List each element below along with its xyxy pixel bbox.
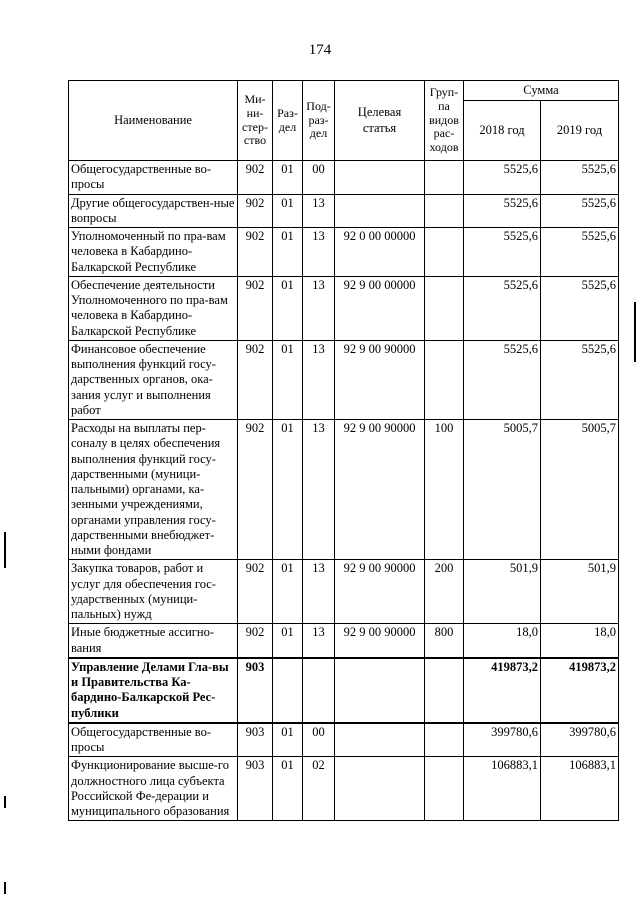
cell-sum-2018: 419873,2	[464, 658, 541, 723]
cell-section: 01	[273, 340, 303, 419]
cell-name: Финансовое обеспечение выполнения функций госу-дарственных органов, ока-зания услуг и выполнения работ	[69, 340, 238, 419]
cell-section: 01	[273, 624, 303, 658]
cell-sum-2019: 5525,6	[541, 161, 619, 195]
cell-sum-2019: 18,0	[541, 624, 619, 658]
cell-sum-2018: 5525,6	[464, 340, 541, 419]
cell-ministry: 902	[238, 194, 273, 228]
cell-subsection: 13	[303, 194, 335, 228]
cell-sum-2018: 5005,7	[464, 420, 541, 560]
cell-target	[335, 161, 425, 195]
cell-name: Иные бюджетные ассигно-вания	[69, 624, 238, 658]
table-row	[69, 624, 619, 658]
cell-name: Общегосударственные во-просы	[69, 161, 238, 195]
cell-ministry: 903	[238, 723, 273, 757]
page-number: 174	[308, 42, 332, 58]
cell-group: 200	[425, 560, 464, 624]
cell-subsection: 00	[303, 161, 335, 195]
table-row	[69, 420, 619, 560]
cell-subsection: 02	[303, 757, 335, 821]
header-sum: Сумма	[464, 81, 619, 101]
cell-name: Управление Делами Гла-вы и Правительства Ка-бардино-Балкарской Рес-публики	[69, 658, 238, 723]
cell-sum-2019: 5525,6	[541, 228, 619, 277]
cell-sum-2019: 501,9	[541, 560, 619, 624]
cell-section: 01	[273, 757, 303, 821]
header-target: Целевая статья	[335, 81, 425, 161]
table-row	[69, 560, 619, 624]
header-group: Груп- па видов рас- ходов	[425, 81, 464, 161]
cell-target	[335, 658, 425, 723]
table-row	[69, 757, 619, 821]
cell-sum-2019: 5525,6	[541, 276, 619, 340]
cell-subsection: 13	[303, 340, 335, 419]
cell-group	[425, 161, 464, 195]
table-row	[69, 723, 619, 757]
cell-sum-2019: 419873,2	[541, 658, 619, 723]
header-ministry: Ми- ни- стер- ство	[238, 81, 273, 161]
cell-target	[335, 723, 425, 757]
cell-ministry: 903	[238, 658, 273, 723]
cell-group	[425, 228, 464, 277]
cell-sum-2019: 5525,6	[541, 340, 619, 419]
cell-sum-2019: 106883,1	[541, 757, 619, 821]
table-row	[69, 161, 619, 195]
cell-sum-2018: 106883,1	[464, 757, 541, 821]
cell-section: 01	[273, 276, 303, 340]
cell-group: 800	[425, 624, 464, 658]
cell-section: 01	[273, 560, 303, 624]
table-row	[69, 276, 619, 340]
cell-target: 92 9 00 00000	[335, 276, 425, 340]
cell-ministry: 902	[238, 276, 273, 340]
margin-mark-left-3	[4, 882, 6, 894]
cell-section: 01	[273, 228, 303, 277]
cell-group	[425, 340, 464, 419]
cell-sum-2019: 399780,6	[541, 723, 619, 757]
margin-mark-left-1	[4, 532, 6, 568]
margin-mark-right	[634, 302, 636, 362]
cell-ministry: 903	[238, 757, 273, 821]
cell-sum-2018: 5525,6	[464, 228, 541, 277]
cell-sum-2018: 399780,6	[464, 723, 541, 757]
cell-sum-2018: 5525,6	[464, 161, 541, 195]
cell-section: 01	[273, 723, 303, 757]
header-2019: 2019 год	[541, 101, 619, 161]
cell-target: 92 9 00 90000	[335, 420, 425, 560]
table-row	[69, 340, 619, 419]
cell-ministry: 902	[238, 228, 273, 277]
cell-sum-2018: 5525,6	[464, 276, 541, 340]
cell-subsection: 13	[303, 560, 335, 624]
cell-target: 92 9 00 90000	[335, 340, 425, 419]
cell-section: 01	[273, 161, 303, 195]
cell-target: 92 0 00 00000	[335, 228, 425, 277]
cell-ministry: 902	[238, 340, 273, 419]
cell-name: Расходы на выплаты пер-соналу в целях обеспечения выполнения функций госу-дарственными (муници-пальными) органами, ка-зенными учреждениями, органами управления госу-дарственными внебюджет-ными фондами	[69, 420, 238, 560]
cell-target: 92 9 00 90000	[335, 560, 425, 624]
cell-group	[425, 276, 464, 340]
header-2018: 2018 год	[464, 101, 541, 161]
cell-target: 92 9 00 90000	[335, 624, 425, 658]
cell-target	[335, 757, 425, 821]
cell-subsection: 13	[303, 276, 335, 340]
budget-table	[68, 80, 619, 821]
cell-subsection: 13	[303, 420, 335, 560]
header-name: Наименование	[69, 81, 238, 161]
cell-group	[425, 757, 464, 821]
cell-group: 100	[425, 420, 464, 560]
cell-subsection	[303, 658, 335, 723]
cell-section: 01	[273, 194, 303, 228]
cell-name: Закупка товаров, работ и услуг для обеспечения гос-ударственных (муници-пальных) нужд	[69, 560, 238, 624]
cell-ministry: 902	[238, 560, 273, 624]
header-section: Раз- дел	[273, 81, 303, 161]
cell-target	[335, 194, 425, 228]
cell-ministry: 902	[238, 420, 273, 560]
cell-sum-2018: 501,9	[464, 560, 541, 624]
cell-sum-2018: 5525,6	[464, 194, 541, 228]
cell-section	[273, 658, 303, 723]
header-subsection: Под- раз- дел	[303, 81, 335, 161]
cell-ministry: 902	[238, 624, 273, 658]
cell-name: Общегосударственные во-просы	[69, 723, 238, 757]
cell-ministry: 902	[238, 161, 273, 195]
cell-subsection: 00	[303, 723, 335, 757]
table-row	[69, 658, 619, 723]
table-row	[69, 194, 619, 228]
cell-name: Обеспечение деятельности Уполномоченного по пра-вам человека в Кабардино-Балкарской Республике	[69, 276, 238, 340]
cell-section: 01	[273, 420, 303, 560]
cell-sum-2019: 5005,7	[541, 420, 619, 560]
cell-name: Уполномоченный по пра-вам человека в Кабардино-Балкарской Республике	[69, 228, 238, 277]
table-body	[69, 161, 619, 821]
cell-subsection: 13	[303, 228, 335, 277]
cell-sum-2019: 5525,6	[541, 194, 619, 228]
cell-group	[425, 194, 464, 228]
cell-group	[425, 658, 464, 723]
table-row	[69, 228, 619, 277]
cell-group	[425, 723, 464, 757]
cell-sum-2018: 18,0	[464, 624, 541, 658]
cell-subsection: 13	[303, 624, 335, 658]
margin-mark-left-2	[4, 796, 6, 808]
cell-name: Другие общегосударствен-ные вопросы	[69, 194, 238, 228]
cell-name: Функционирование высше-го должностного лица субъекта Российской Фе-дерации и муниципального образования	[69, 757, 238, 821]
